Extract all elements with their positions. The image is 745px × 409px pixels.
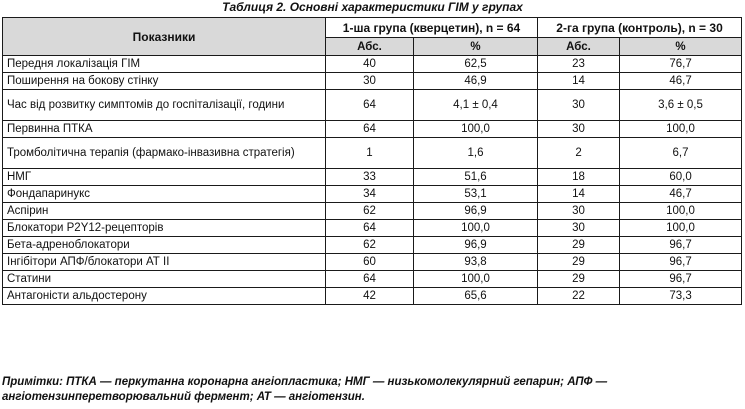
group2-abs-cell: 29 <box>538 254 620 271</box>
group1-header: 1-ша група (кверцетин), n = 64 <box>326 18 538 38</box>
table-row <box>3 73 742 90</box>
group1-abs-cell: 33 <box>326 169 414 186</box>
group1-pct-cell: 1,6 <box>414 138 538 169</box>
characteristics-table <box>2 17 742 305</box>
group2-abs-cell: 2 <box>538 138 620 169</box>
group2-abs-header: Абс. <box>538 38 620 56</box>
row-label: Час від розвитку симптомів до госпіталізації, години <box>3 90 326 121</box>
table-row <box>3 138 742 169</box>
table-notes: Примітки: ПТКА — перкутанна коронарна ангіопластика; НМГ — низькомолекулярний гепарин; АПФ — ангіотензинперетворювальний фермент; АТ — ангіотензин. <box>2 376 608 403</box>
group1-abs-header: Абс. <box>326 38 414 56</box>
group2-abs-cell: 30 <box>538 121 620 138</box>
group1-abs-cell: 62 <box>326 237 414 254</box>
group2-pct-cell: 100,0 <box>620 203 742 220</box>
group2-abs-cell: 23 <box>538 56 620 73</box>
group1-pct-cell: 100,0 <box>414 271 538 288</box>
group1-abs-cell: 64 <box>326 121 414 138</box>
row-label: Інгібітори АПФ/блокатори АТ ІІ <box>3 254 326 271</box>
table-row <box>3 169 742 186</box>
group1-abs-cell: 62 <box>326 203 414 220</box>
group1-abs-cell: 64 <box>326 271 414 288</box>
group1-pct-cell: 4,1 ± 0,4 <box>414 90 538 121</box>
table-row <box>3 271 742 288</box>
group2-pct-cell: 60,0 <box>620 169 742 186</box>
row-label: Тромболітична терапія (фармако-інвазивна стратегія) <box>3 138 326 169</box>
group2-abs-cell: 22 <box>538 288 620 305</box>
table-row <box>3 237 742 254</box>
group2-pct-cell: 100,0 <box>620 220 742 237</box>
row-label: Статини <box>3 271 326 288</box>
group1-abs-cell: 60 <box>326 254 414 271</box>
group2-abs-cell: 18 <box>538 169 620 186</box>
group1-abs-cell: 40 <box>326 56 414 73</box>
group2-abs-cell: 14 <box>538 73 620 90</box>
group1-pct-cell: 51,6 <box>414 169 538 186</box>
row-label: Бета-адреноблокатори <box>3 237 326 254</box>
group2-abs-cell: 14 <box>538 186 620 203</box>
group2-abs-cell: 29 <box>538 237 620 254</box>
group2-pct-cell: 3,6 ± 0,5 <box>620 90 742 121</box>
group2-pct-cell: 46,7 <box>620 73 742 90</box>
table-row <box>3 288 742 305</box>
group1-abs-cell: 64 <box>326 220 414 237</box>
row-label: Передня локалізація ГІМ <box>3 56 326 73</box>
group1-abs-cell: 42 <box>326 288 414 305</box>
group2-abs-cell: 30 <box>538 90 620 121</box>
group1-abs-cell: 34 <box>326 186 414 203</box>
row-label: НМГ <box>3 169 326 186</box>
group2-pct-header: % <box>620 38 742 56</box>
row-label: Антагоністи альдостерону <box>3 288 326 305</box>
group2-abs-cell: 30 <box>538 203 620 220</box>
group2-pct-cell: 96,7 <box>620 271 742 288</box>
group2-pct-cell: 73,3 <box>620 288 742 305</box>
table-row <box>3 203 742 220</box>
group1-pct-cell: 53,1 <box>414 186 538 203</box>
group1-abs-cell: 1 <box>326 138 414 169</box>
group1-abs-cell: 64 <box>326 90 414 121</box>
group2-abs-cell: 29 <box>538 271 620 288</box>
table-row <box>3 186 742 203</box>
table-row <box>3 220 742 237</box>
group1-pct-cell: 93,8 <box>414 254 538 271</box>
group2-pct-cell: 96,7 <box>620 254 742 271</box>
group1-pct-cell: 46,9 <box>414 73 538 90</box>
group2-pct-cell: 76,7 <box>620 56 742 73</box>
table-caption: Таблиця 2. Основні характеристики ГІМ у групах <box>222 0 523 14</box>
table-row <box>3 90 742 121</box>
group1-pct-cell: 100,0 <box>414 121 538 138</box>
group2-pct-cell: 100,0 <box>620 121 742 138</box>
table-row <box>3 56 742 73</box>
group2-pct-cell: 6,7 <box>620 138 742 169</box>
row-label: Фондапаринукс <box>3 186 326 203</box>
table-row <box>3 121 742 138</box>
group1-pct-header: % <box>414 38 538 56</box>
group1-pct-cell: 62,5 <box>414 56 538 73</box>
group1-abs-cell: 30 <box>326 73 414 90</box>
group1-pct-cell: 96,9 <box>414 237 538 254</box>
group2-header: 2-га група (контроль), n = 30 <box>538 18 742 38</box>
group1-pct-cell: 100,0 <box>414 220 538 237</box>
row-label: Поширення на бокову стінку <box>3 73 326 90</box>
group2-pct-cell: 46,7 <box>620 186 742 203</box>
row-label: Аспірин <box>3 203 326 220</box>
row-label: Первинна ПТКА <box>3 121 326 138</box>
table-row <box>3 254 742 271</box>
indicator-header: Показники <box>3 18 326 56</box>
group2-pct-cell: 96,7 <box>620 237 742 254</box>
group1-pct-cell: 65,6 <box>414 288 538 305</box>
row-label: Блокатори P2Y12-рецепторів <box>3 220 326 237</box>
group2-abs-cell: 30 <box>538 220 620 237</box>
group1-pct-cell: 96,9 <box>414 203 538 220</box>
